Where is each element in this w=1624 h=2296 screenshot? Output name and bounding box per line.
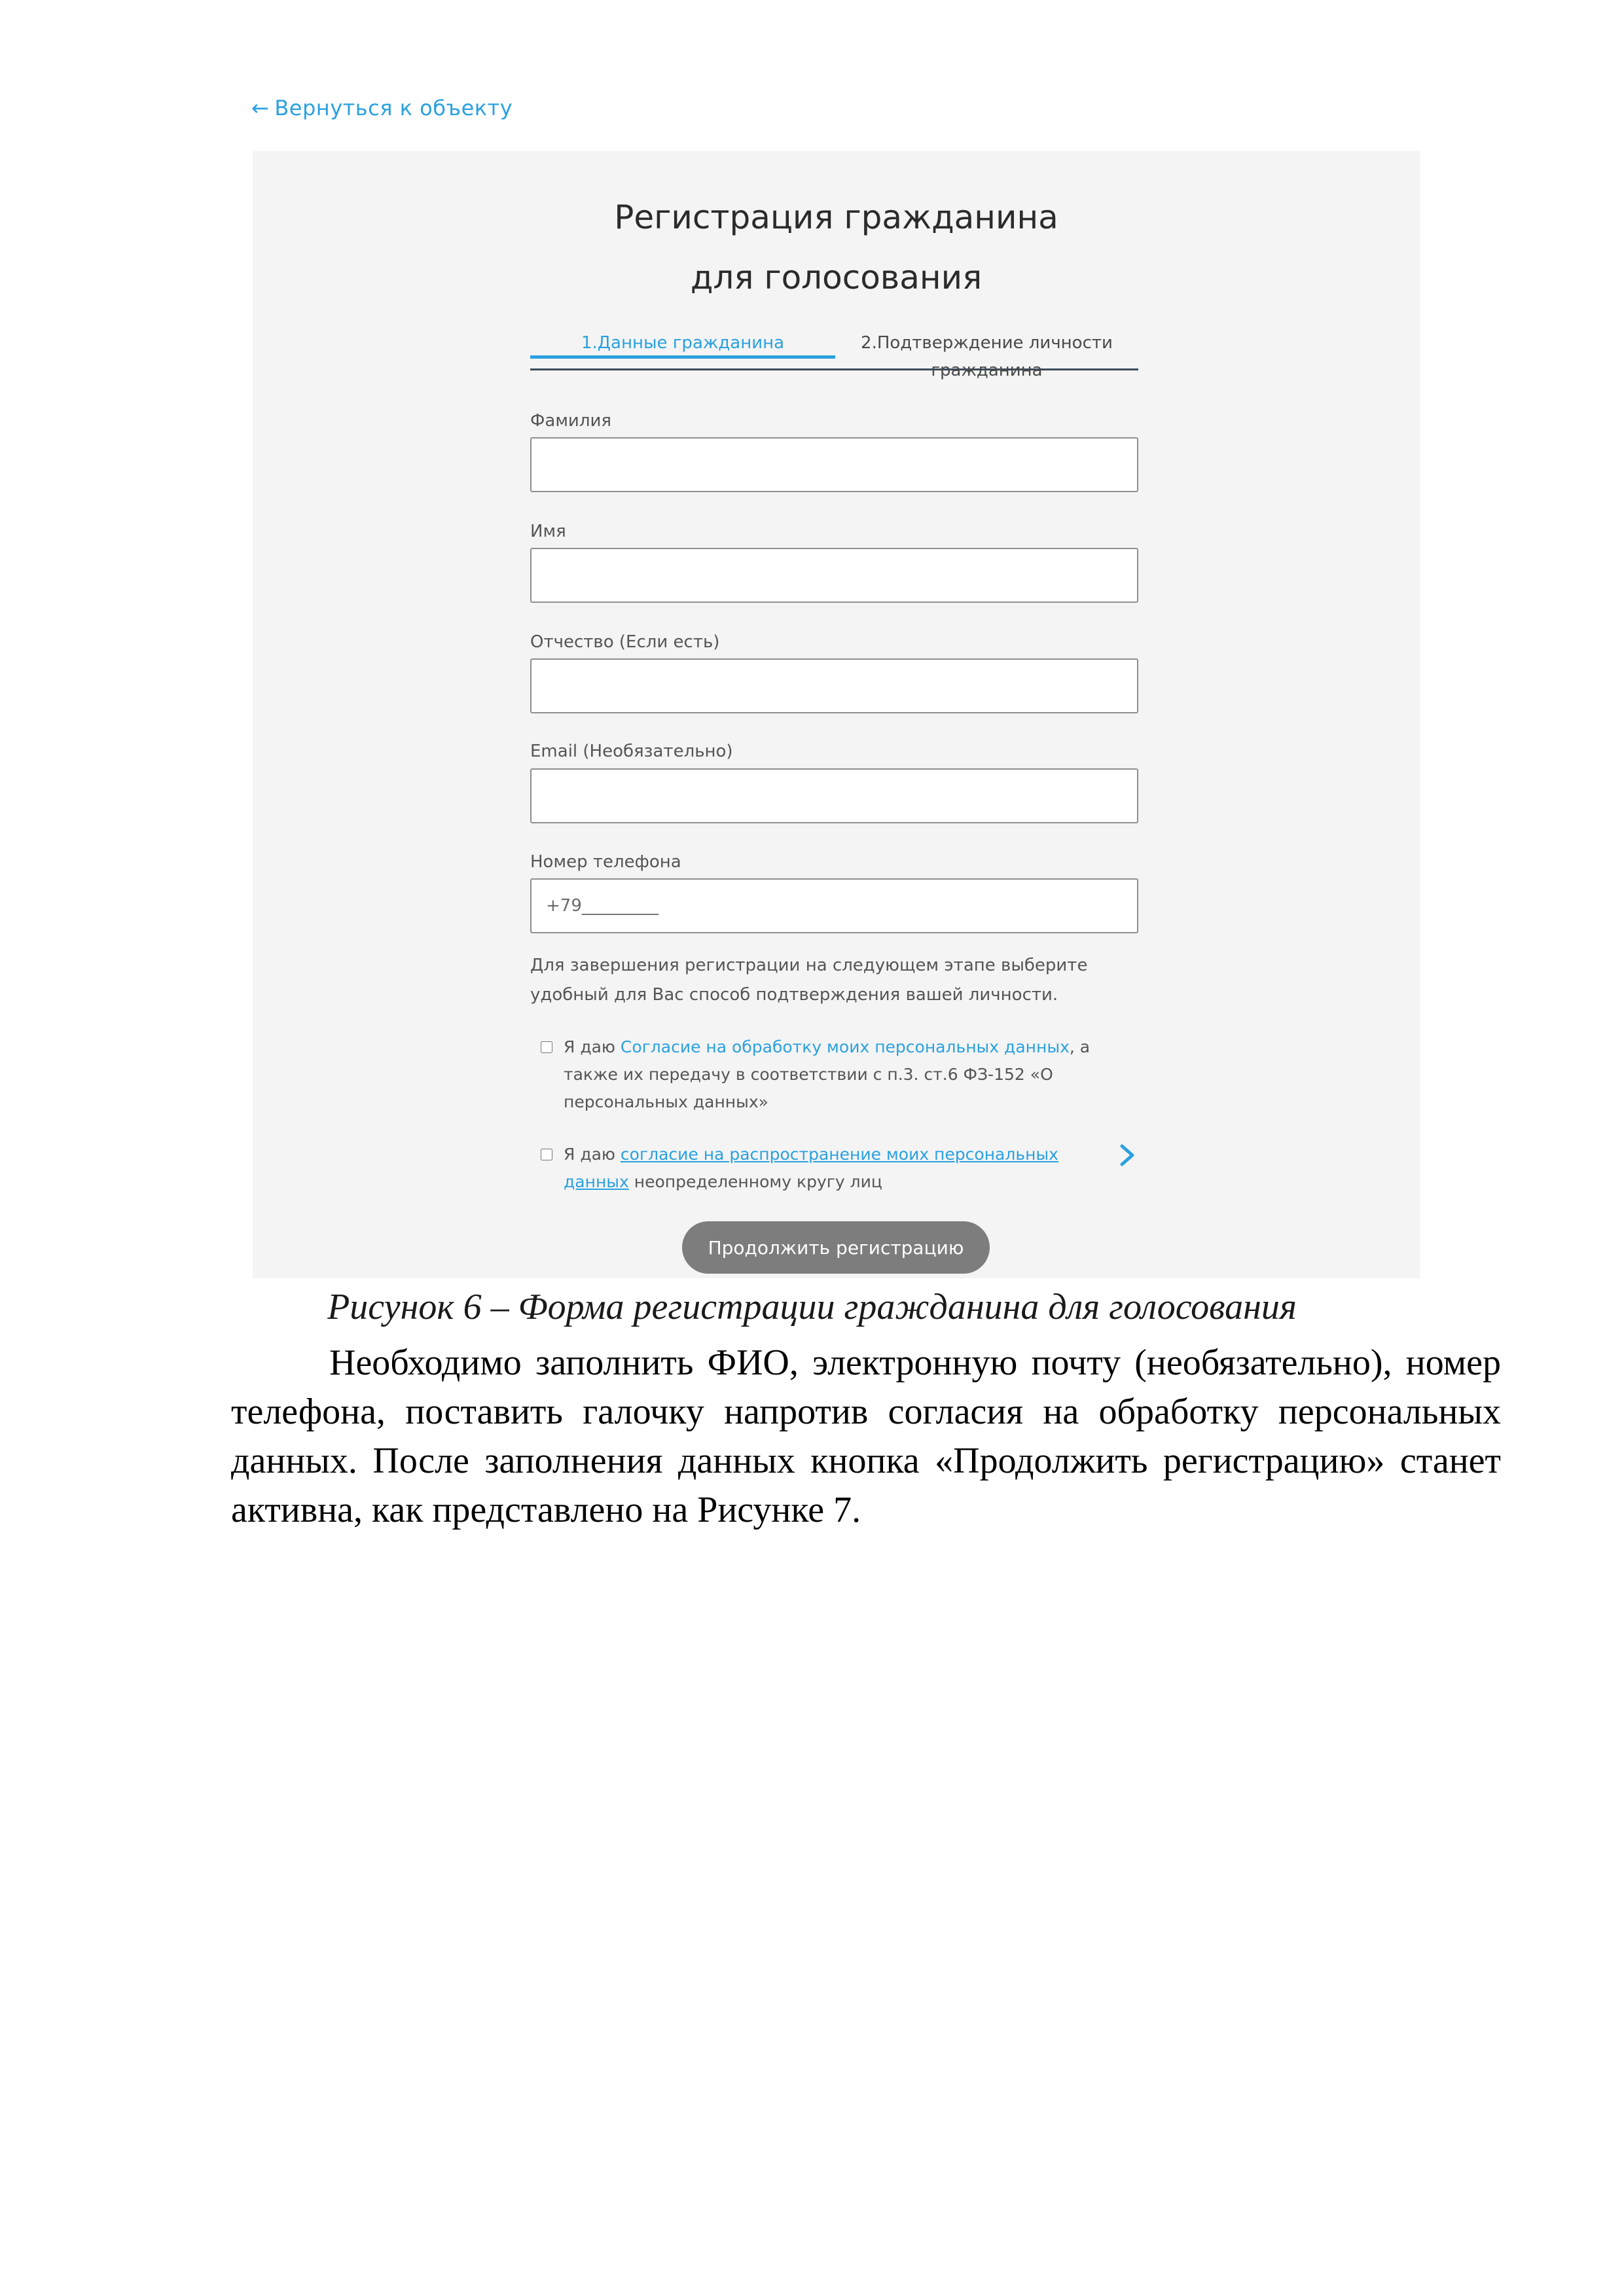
tab-identity-confirmation[interactable] xyxy=(835,329,1138,384)
consent-distribution-text xyxy=(564,1141,1117,1196)
email-input[interactable] xyxy=(530,768,1138,823)
patronymic-input[interactable] xyxy=(530,658,1138,713)
tab-citizen-data[interactable] xyxy=(530,329,835,357)
form-title-line1: Регистрация гражданина xyxy=(614,198,1058,236)
consent-processing xyxy=(541,1033,1117,1116)
back-link-label: Вернуться к объекту xyxy=(274,96,513,120)
consent-processing-text xyxy=(564,1033,1117,1116)
registration-form-screenshot xyxy=(253,151,1420,1278)
figure-caption: Рисунок 6 – Форма регистрации гражданина для голосования xyxy=(327,1287,1297,1327)
phone-input[interactable] xyxy=(530,878,1138,933)
email-label: Email (Необязательно) xyxy=(530,742,733,761)
surname-label: Фамилия xyxy=(530,411,611,431)
tab-identity-label-line2: гражданина xyxy=(931,361,1043,380)
consent-processing-suffix: , а также их передачу в соответствии с п.3. ст.6 ФЗ-152 «О персональных данных» xyxy=(564,1037,1091,1111)
chevron-right-icon[interactable] xyxy=(1114,1142,1140,1168)
arrow-left-icon: ← xyxy=(251,96,270,120)
tab-citizen-data-label: 1.Данные гражданина xyxy=(581,333,785,353)
name-input[interactable] xyxy=(530,548,1138,603)
registration-hint: Для завершения регистрации на следующем этапе выберите удобный для Вас способ подтверждения вашей личности. xyxy=(530,956,1088,1005)
phone-label: Номер телефона xyxy=(530,852,681,872)
name-label: Имя xyxy=(530,522,566,541)
back-to-object-link[interactable] xyxy=(251,96,513,120)
consent-distribution xyxy=(541,1141,1117,1196)
patronymic-label: Отчество (Если есть) xyxy=(530,632,720,652)
consent-processing-link[interactable]: Согласие на обработку моих персональных данных xyxy=(620,1037,1070,1056)
tab-identity-label-line1: 2.Подтверждение личности xyxy=(861,333,1113,353)
active-tab-indicator xyxy=(530,355,835,359)
consent-distribution-prefix: Я даю xyxy=(564,1145,621,1164)
body-paragraph: Необходимо заполнить ФИО, электронную почту (необязательно), номер телефона, поставить галочку напротив согласия на обработку персональных данных. После заполнения данных кнопка «Продолжить регистрацию» станет активна, как представлено на Рисунке 7. xyxy=(231,1342,1501,1530)
registration-steps-tabs xyxy=(530,329,1138,380)
surname-input[interactable] xyxy=(530,437,1138,492)
consent-processing-checkbox[interactable] xyxy=(541,1041,552,1053)
form-title xyxy=(253,187,1420,308)
form-title-line2: для голосования xyxy=(690,259,983,296)
continue-registration-button[interactable]: Продолжить регистрацию xyxy=(682,1221,990,1274)
consent-processing-prefix: Я даю xyxy=(564,1037,621,1056)
consent-distribution-suffix: неопределенному кругу лиц xyxy=(628,1172,882,1191)
consent-distribution-checkbox[interactable] xyxy=(541,1149,552,1160)
consent-distribution-link[interactable]: согласие на распространение моих персональных данных xyxy=(564,1145,1058,1191)
